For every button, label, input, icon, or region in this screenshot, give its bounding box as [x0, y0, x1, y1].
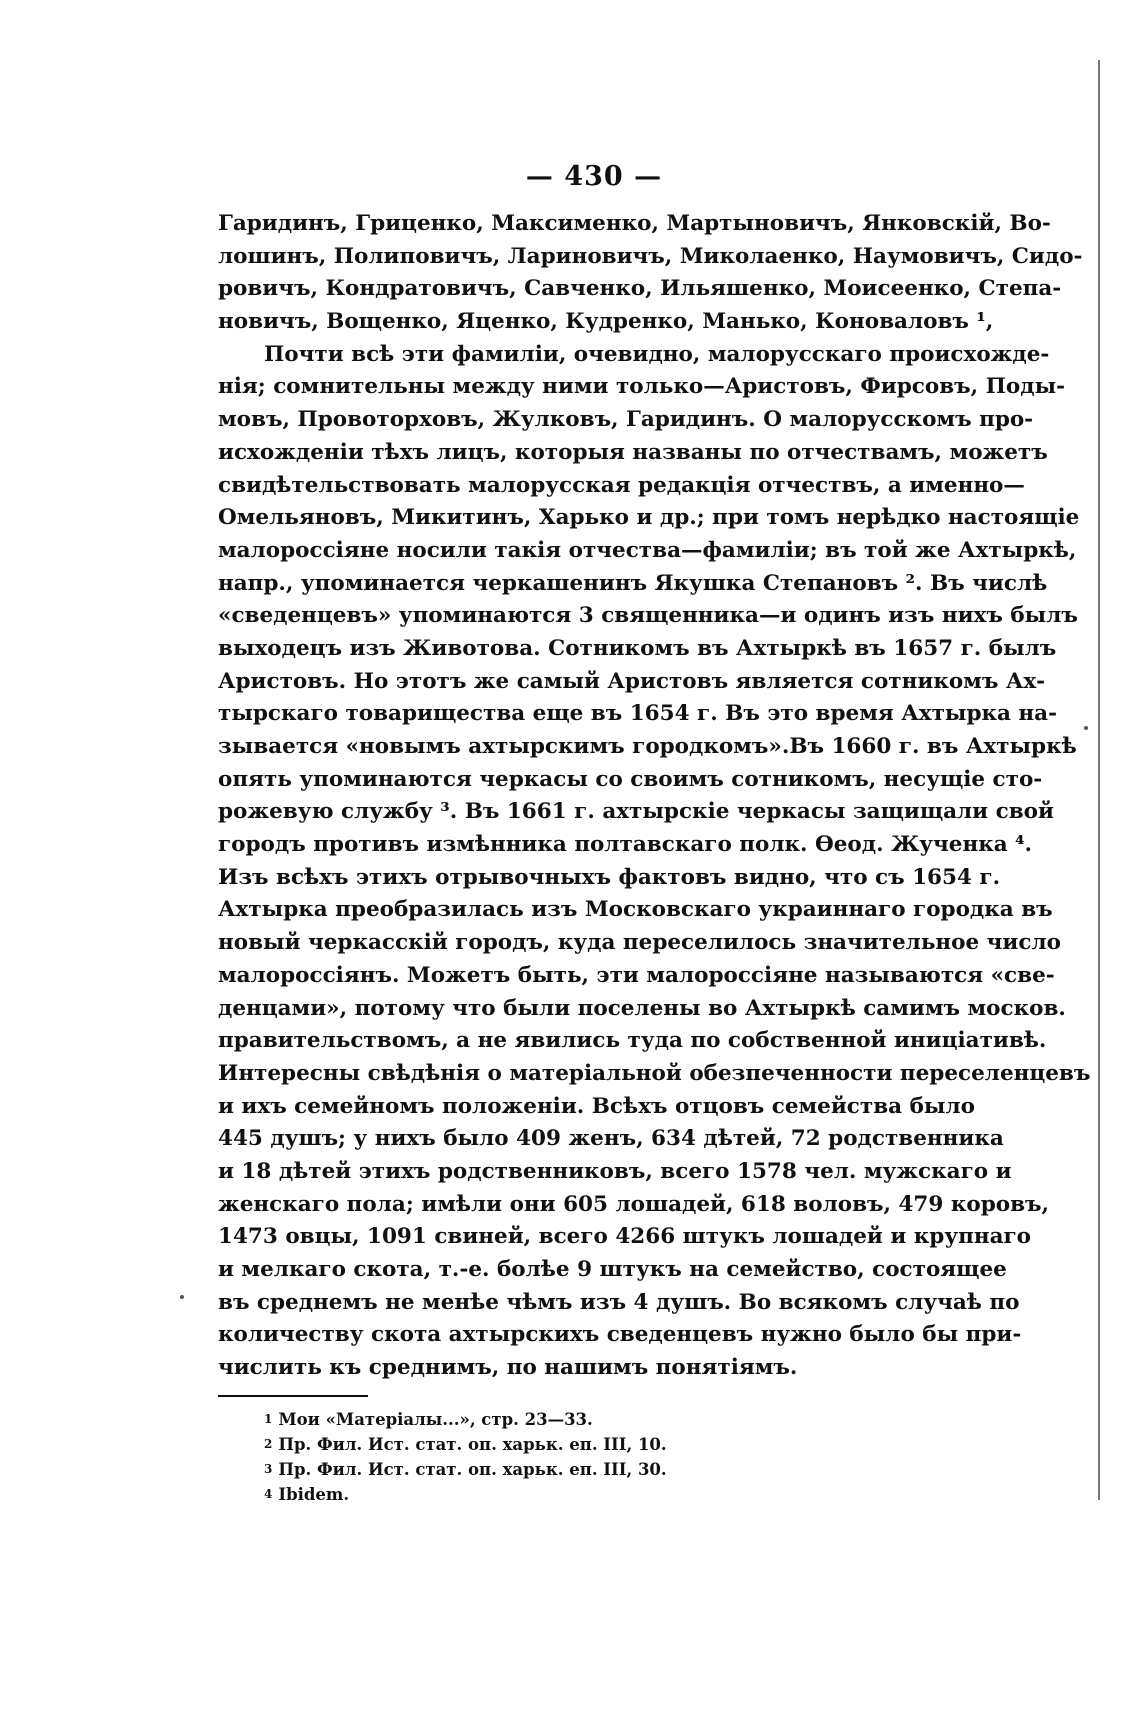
footnote-mark: 2 [264, 1436, 273, 1451]
footnote-mark: 3 [264, 1461, 273, 1476]
page-number: — 430 — [525, 161, 663, 192]
text-line: и 18 дѣтей этихъ родственниковъ, всего 1578 чел. мужскаго и [218, 1158, 1012, 1184]
footnote [264, 1432, 970, 1457]
text-line: и мелкаго скота, т.-е. болѣе 9 штукъ на семейство, состоящее [218, 1257, 1007, 1282]
footnotes [218, 1407, 970, 1507]
text-line: нія; сомнительны между ними только—Аристовъ, Фирсовъ, Поды- [218, 374, 1066, 400]
text-line: денцами», потому что были поселены во Ахтыркѣ самимъ москов. [218, 995, 1066, 1021]
footnote [264, 1407, 970, 1432]
text-line: напр., упоминается черкашенинъ Якушка Степановъ ². Въ числѣ [218, 570, 1048, 596]
text-line: мовъ, Провоторховъ, Жулковъ, Гаридинъ. О малорусскомъ про- [218, 407, 1034, 433]
footnote-mark: 4 [264, 1486, 273, 1501]
text-line: новичъ, Вощенко, Яценко, Кудренко, Манько, Коноваловъ ¹, [218, 309, 994, 335]
text-line: Аристовъ. Но этотъ же самый Аристовъ является сотникомъ Ах- [218, 668, 1046, 694]
text-line: рожевую службу ³. Въ 1661 г. ахтырскіе черкасы защищали свой [218, 799, 1054, 825]
text-line: Омельяновъ, Микитинъ, Харько и др.; при томъ нерѣдко настоящіе [218, 505, 1080, 531]
text-line: городъ противъ измѣнника полтавскаго полк. Ѳеод. Жученка ⁴. [218, 832, 1033, 858]
footnote-text: Мои «Матеріалы...», стр. 23—33. [278, 1409, 593, 1429]
text-line: 1473 овцы, 1091 свиней, всего 4266 штукъ лошадей и крупнаго [218, 1224, 1032, 1250]
text-line: новый черкасскій городъ, куда переселилось значительное число [218, 930, 1061, 956]
text-line: исхожденіи тѣхъ лицъ, которыя названы по отчествамъ, можетъ [218, 439, 1048, 465]
text-line: лошинъ, Полиповичъ, Лариновичъ, Миколаенко, Наумовичъ, Сидо- [218, 243, 1083, 269]
footnote-text: Пр. Фил. Ист. стат. оп. харьк. еп. III, 30. [278, 1459, 667, 1479]
text-line: малороссіянъ. Можетъ быть, эти малороссіяне называются «све- [218, 962, 1055, 988]
text-line: и ихъ семейномъ положеніи. Всѣхъ отцовъ семейства было [218, 1093, 975, 1119]
footnote-divider [218, 1395, 368, 1397]
text-line: малороссіяне носили такія отчества—фамиліи; въ той же Ахтыркѣ, [218, 537, 1077, 563]
scan-speck [180, 1295, 184, 1299]
text-line: правительствомъ, а не явились туда по собственной иниціативѣ. [218, 1028, 1047, 1054]
text-line: выходецъ изъ Животова. Сотникомъ въ Ахтыркѣ въ 1657 г. былъ [218, 635, 1057, 661]
text-line: Ахтырка преобразилась изъ Московскаго украиннаго городка въ [218, 897, 1053, 923]
text-line: Почти всѣ эти фамиліи, очевидно, малорусскаго происхожде- [264, 341, 1050, 367]
text-line: зывается «новымъ ахтырскимъ городкомъ».Въ 1660 г. въ Ахтыркѣ [218, 734, 1077, 759]
footnote [264, 1457, 970, 1482]
scan-edge-line [1098, 60, 1100, 1500]
text-line: женскаго пола; имѣли они 605 лошадей, 618 воловъ, 479 коровъ, [218, 1191, 1049, 1217]
page-content [218, 160, 1091, 1507]
footnote [264, 1482, 970, 1507]
footnote-text: Пр. Фил. Ист. стат. оп. харьк. еп. III, 10. [278, 1434, 667, 1454]
text-line: Интересны свѣдѣнія о матеріальной обезпеченности переселенцевъ [218, 1060, 1091, 1086]
footnote-text: Ibidem. [278, 1484, 350, 1504]
text-line: тырскаго товарищества еще въ 1654 г. Въ это время Ахтырка на- [218, 701, 1058, 727]
text-line: числить къ среднимъ, по нашимъ понятіямъ. [218, 1355, 798, 1381]
text-line: ровичъ, Кондратовичъ, Савченко, Ильяшенко, Моисеенко, Степа- [218, 276, 1062, 302]
text-line: свидѣтельствовать малорусская редакція отчествъ, а именно— [218, 472, 1025, 498]
text-line: «сведенцевъ» упоминаются 3 священника—и одинъ изъ нихъ былъ [218, 603, 1078, 629]
footnote-mark: 1 [264, 1411, 273, 1426]
text-line: Изъ всѣхъ этихъ отрывочныхъ фактовъ видно, что съ 1654 г. [218, 864, 1001, 890]
text-line: опять упоминаются черкасы со своимъ сотникомъ, несущіе сто- [218, 766, 1043, 792]
text-line: Гаридинъ, Гриценко, Максименко, Мартыновичъ, Янковскій, Во- [218, 211, 1051, 236]
scan-speck [1084, 726, 1088, 730]
body-text [218, 208, 1091, 1385]
text-line: въ среднемъ не менѣе чѣмъ изъ 4 душъ. Во всякомъ случаѣ по [218, 1289, 1020, 1315]
text-line: количеству скота ахтырскихъ сведенцевъ нужно было бы при- [218, 1322, 1022, 1348]
text-line: 445 душъ; у нихъ было 409 женъ, 634 дѣтей, 72 родственника [218, 1126, 1004, 1152]
